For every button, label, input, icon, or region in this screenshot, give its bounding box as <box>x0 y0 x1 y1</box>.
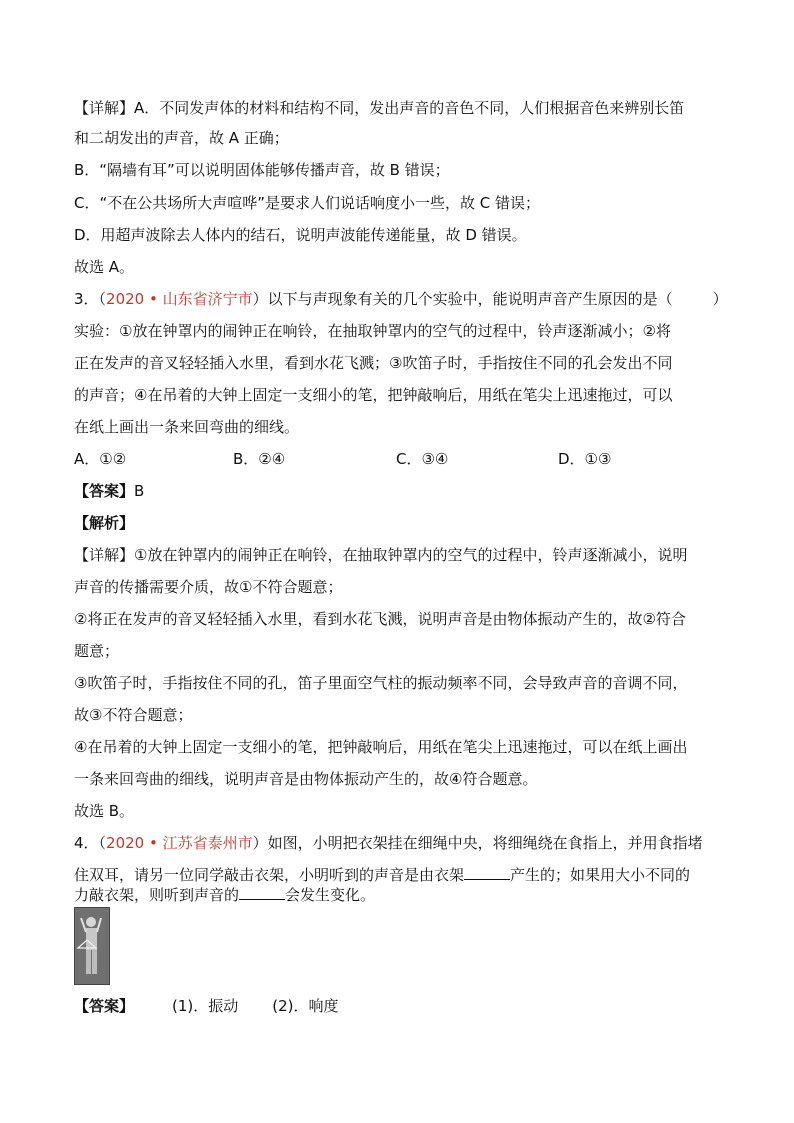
detail-line-2: 声音的传播需要介质，故①不符合题意； <box>74 578 343 596</box>
question-3-stem-text: ）以下与声现象有关的几个实验中，能说明声音产生原因的是（ <box>252 290 673 308</box>
question-3-line-4: 的声音；④在吊着的大钟上固定一支细小的笔，把钟敲响后，用纸在笔尖上迅速拖过，可以 <box>74 386 673 404</box>
boy-with-hanger-image <box>74 907 110 985</box>
question-4-line-2b: 产生的；如果用大小不同的 <box>510 866 691 884</box>
question-4-source: 2020 • 江苏省泰州市 <box>106 834 253 852</box>
question-3-number: 3．（ <box>74 290 107 308</box>
explain-line-4: C．“不在公共场所大声喧哗”是要求人们说话响度小一些，故 C 错误； <box>74 194 541 212</box>
option-c: C．③④ <box>396 450 449 468</box>
answer-4-part-1: (1)．振动 <box>172 997 239 1015</box>
question-3-line-3: 正在发声的音叉轻轻插入水里，看到水花飞溅；③吹笛子时，手指按住不同的孔会发出不同 <box>74 354 673 372</box>
option-b: B．②④ <box>233 450 286 468</box>
question-4-answer <box>74 995 339 1017</box>
detail-line-3: ②将正在发声的音叉轻轻插入水里，看到水花飞溅，说明声音是由物体振动产生的，故②符合 <box>74 610 686 628</box>
explain-line-5: D．用超声波除去人体内的结石，说明声波能传递能量，故 D 错误。 <box>74 226 527 244</box>
question-4-stem <box>74 832 703 854</box>
question-4-line-3b: 会发生变化。 <box>285 886 376 904</box>
explain-line-2: 和二胡发出的声音，故 A 正确； <box>74 129 289 147</box>
analysis-label: 【解析】 <box>74 514 135 532</box>
question-4-stem-text: ）如图，小明把衣架挂在细绳中央，将细绳绕在食指上，并用食指堵 <box>252 834 703 852</box>
explain-line-1: 【详解】A．不同发声体的材料和结构不同，发出声音的音色不同，人们根据音色来辨别长笛 <box>74 99 685 117</box>
explain-line-3: B．“隔墙有耳”可以说明固体能够传播声音，故 B 错误； <box>74 161 450 179</box>
question-3-line-5: 在纸上画出一条来回弯曲的细线。 <box>74 418 300 436</box>
answer-blank-1[interactable] <box>464 865 510 880</box>
question-4-line-3 <box>74 884 375 906</box>
option-d: D．①③ <box>558 450 612 468</box>
question-3-source: 2020 • 山东省济宁市 <box>106 290 253 308</box>
detail-line-6: 故③不符合题意； <box>74 706 193 724</box>
conclusion-line: 故选 A。 <box>74 258 135 276</box>
option-a: A．①② <box>74 450 127 468</box>
question-4-line-2 <box>74 864 690 886</box>
answer-label-4: 【答案】 <box>74 997 135 1015</box>
question-4-number: 4．（ <box>74 834 107 852</box>
question-4-line-2a: 住双耳，请另一位同学敲击衣架，小明听到的声音是由衣架 <box>74 866 465 884</box>
question-3-answer <box>74 480 144 502</box>
question-3-paren-close: ） <box>712 290 728 308</box>
answer-4-part-2: (2)．响度 <box>272 997 339 1015</box>
detail-conclusion: 故选 B。 <box>74 802 135 820</box>
detail-line-4: 题意； <box>74 642 120 660</box>
question-3-line-2: 实验：①放在钟罩内的闹钟正在响铃，在抽取钟罩内的空气的过程中，铃声逐渐减小；②将 <box>74 322 671 340</box>
answer-label: 【答案】 <box>74 482 135 500</box>
answer-value: B <box>134 482 145 500</box>
detail-line-7: ④在吊着的大钟上固定一支细小的笔，把钟敲响后，用纸在笔尖上迅速拖过，可以在纸上画出 <box>74 738 688 756</box>
detail-line-8: 一条来回弯曲的细线，说明声音是由物体振动产生的，故④符合题意。 <box>74 770 538 788</box>
detail-line-5: ③吹笛子时，手指按住不同的孔，笛子里面空气柱的振动频率不同，会导致声音的音调不同， <box>74 674 688 692</box>
answer-blank-2[interactable] <box>239 885 285 900</box>
question-4-line-3a: 力敲衣架，则听到声音的 <box>74 886 240 904</box>
question-3-stem <box>74 288 728 310</box>
detail-line-1: 【详解】①放在钟罩内的闹钟正在响铃，在抽取钟罩内的空气的过程中，铃声逐渐减小，说明 <box>74 546 688 564</box>
